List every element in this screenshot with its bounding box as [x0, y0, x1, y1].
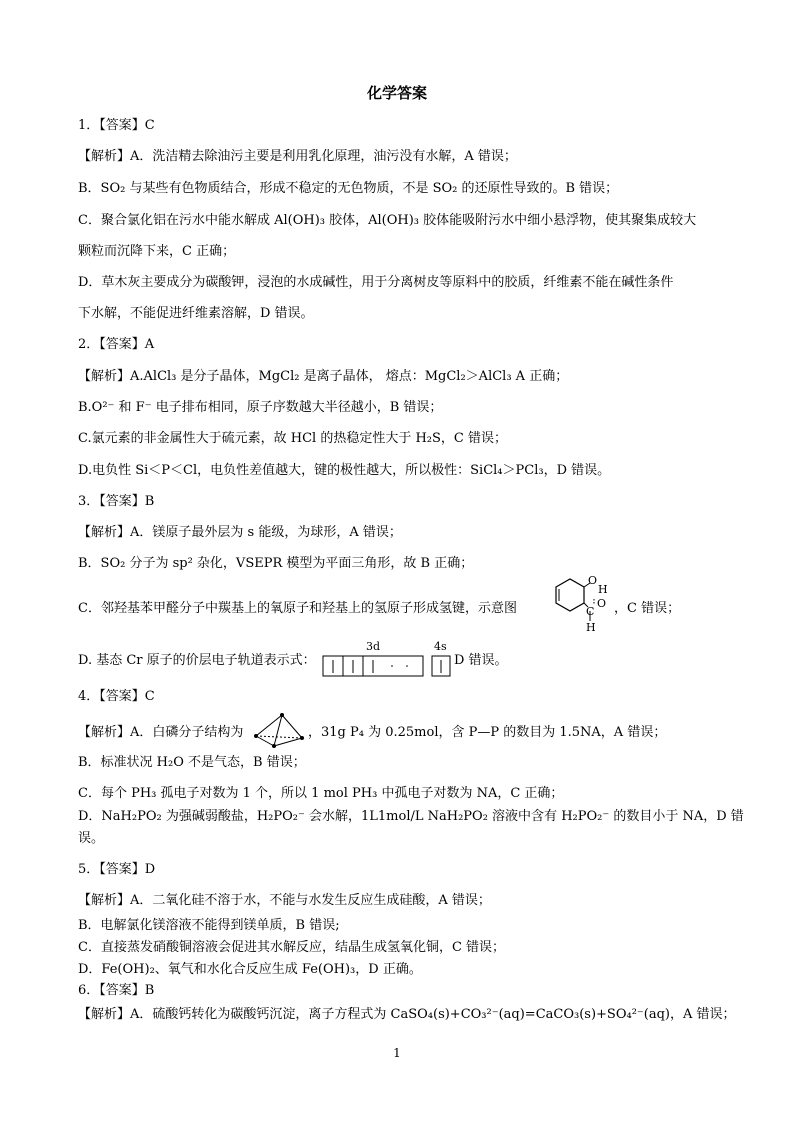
- atom-label: O: [588, 574, 598, 587]
- explain-line: 【解析】A.AlCl₃ 是分子晶体，MgCl₂ 是离子晶体， 熔点：MgCl₂＞AlCl₃ A 正确；: [78, 369, 569, 384]
- page-title: 化学答案: [366, 84, 427, 102]
- explain-line: B．SO₂ 分子为 sp² 杂化，VSEPR 模型为平面三角形，故 B 正确；: [78, 556, 474, 571]
- explain-line: C．聚合氯化铝在污水中能水解成 Al(OH)₃ 胶体，Al(OH)₃ 胶体能吸附污水中细小悬浮物，使其聚集成较大: [78, 213, 697, 228]
- explain-line: 下水解，不能促进纤维素溶解，D 错误。: [78, 306, 314, 321]
- answer-3: 3．【答案】B: [78, 494, 155, 509]
- explain-line: 【解析】A．洗洁精去除油污主要是利用乳化原理，油污没有水解，A 错误；: [78, 149, 517, 164]
- explain-line: 【解析】A．硫酸钙转化为碳酸钙沉淀，离子方程式为 CaSO₄(s)+CO₃²⁻(aq)=CaCO₃(s)+SO₄²⁻(aq)，A 错误；: [78, 1007, 736, 1022]
- answer-1: 1．【答案】C: [78, 118, 155, 133]
- explain-line: C．邻羟基苯甲醛分子中羰基上的氧原子和羟基上的氢原子形成氢键，示意图: [78, 601, 517, 616]
- hydrogen-bond-diagram: [548, 575, 610, 637]
- explain-line: 【解析】A．二氧化硅不溶于水，不能与水发生反应生成硅酸，A 错误；: [78, 893, 491, 908]
- answer-2: 2．【答案】A: [78, 337, 155, 352]
- atom-label: C: [586, 605, 595, 618]
- explain-line: ，31g P₄ 为 0.25mol，含 P—P 的数目为 1.5NA，A 错误；: [308, 725, 667, 740]
- explain-line: B．标准状况 H₂O 不是气态，B 错误；: [78, 755, 306, 770]
- explain-line: 【解析】A．白磷分子结构为: [78, 725, 244, 740]
- explain-line: C．直接蒸发硝酸铜溶液会促进其水解反应，结晶生成氢氧化铜，C 错误；: [78, 940, 506, 955]
- atom-label: H: [586, 621, 596, 634]
- explain-line: 误。: [78, 831, 105, 846]
- atom-label: O: [597, 597, 607, 610]
- explain-line: B．SO₂ 与某些有色物质结合，形成不稳定的无色物质，不是 SO₂ 的还原性导致的。B 错误；: [78, 181, 619, 196]
- explain-line: D．Fe(OH)₂、氧气和水化合反应生成 Fe(OH)₃，D 正确。: [78, 962, 422, 977]
- orbital-label-3d: 3d: [366, 640, 381, 653]
- explain-line: 【解析】A．镁原子最外层为 s 能级，为球形，A 错误；: [78, 525, 402, 540]
- explain-line: 颗粒而沉降下来，C 正确；: [78, 244, 236, 259]
- tetrahedron-diagram: [252, 712, 308, 750]
- explain-line: D.电负性 Si＜P＜Cl，电负性差值越大，键的极性越大，所以极性：SiCl₄＞PCl₃，D 错误。: [78, 463, 611, 478]
- explain-line: D. 基态 Cr 原子的价层电子轨道表示式：: [78, 653, 316, 668]
- explain-line: D 错误。: [454, 653, 508, 668]
- explain-line: C．每个 PH₃ 孤电子对数为 1 个，所以 1 mol PH₃ 中孤电子对数为 NA，C 正确；: [78, 786, 564, 801]
- atom-label: H: [598, 583, 608, 596]
- orbital-diagram: [322, 640, 454, 678]
- orbital-label-4s: 4s: [434, 640, 447, 653]
- explain-line: ，C 错误；: [614, 601, 681, 616]
- explain-line: C.氯元素的非金属性大于硫元素，故 HCl 的热稳定性大于 H₂S，C 错误；: [78, 431, 507, 446]
- answer-6: 6．【答案】B: [78, 983, 155, 998]
- page-number: 1: [393, 1046, 401, 1060]
- explain-line: B．电解氯化镁溶液不能得到镁单质，B 错误;: [78, 918, 340, 933]
- answer-5: 5．【答案】D: [78, 862, 156, 877]
- explain-line: D．NaH₂PO₂ 为强碱弱酸盐，H₂PO₂⁻ 会水解，1L1mol/L NaH₂PO₂ 溶液中含有 H₂PO₂⁻ 的数目小于 NA，D 错: [78, 809, 744, 824]
- answer-4: 4．【答案】C: [78, 689, 155, 704]
- explain-line: B.O²⁻ 和 F⁻ 电子排布相同，原子序数越大半径越小，B 错误；: [78, 400, 443, 415]
- explain-line: D．草木灰主要成分为碳酸钾，浸泡的水成碱性，用于分离树皮等原料中的胶质，纤维素不能在碱性条件: [78, 275, 674, 290]
